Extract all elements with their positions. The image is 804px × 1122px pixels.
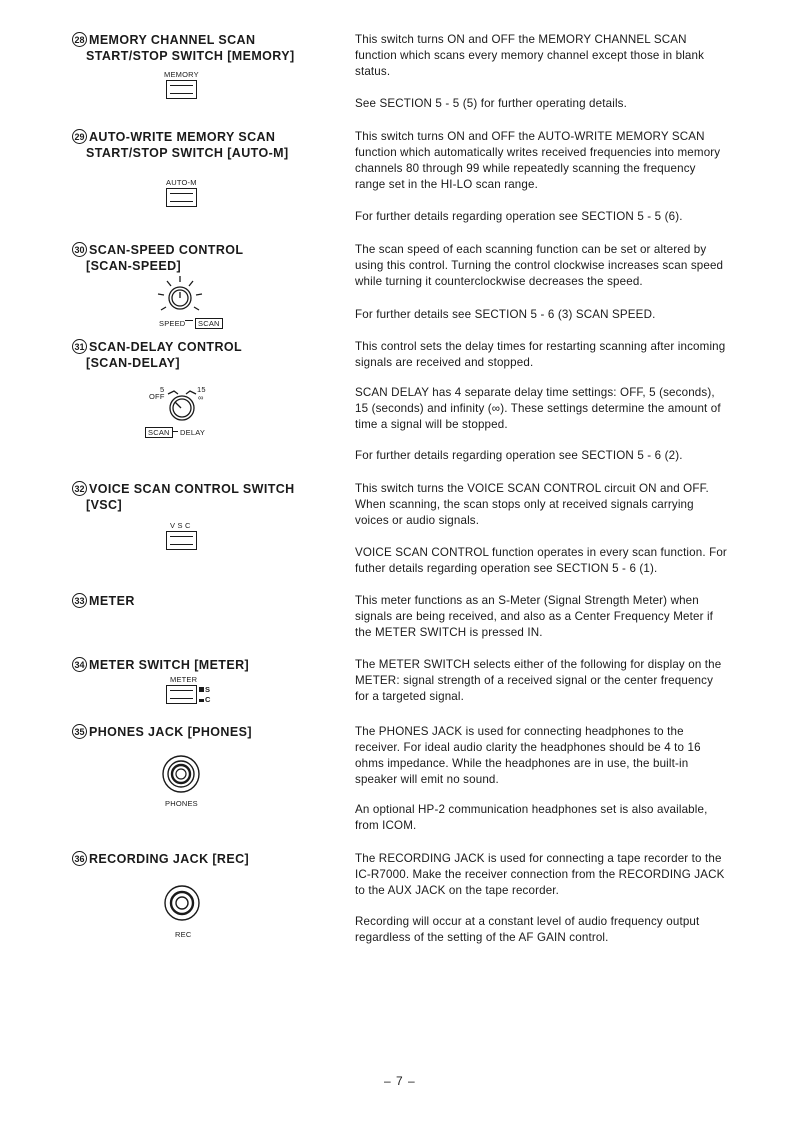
item-paragraph: This switch turns the VOICE SCAN CONTROL circuit ON and OFF. When scanning, the scan stops only at received signals carrying voices or audio signals. bbox=[355, 482, 709, 527]
item-paragraph: For further details regarding operation see SECTION 5 - 6 (2). bbox=[355, 449, 683, 462]
phones-jack-icon bbox=[161, 754, 201, 794]
item-paragraph: The scan speed of each scanning function can be set or altered by using this control. Turning the control clockwise increases scan speed while turning it counterclockwise decreases the speed. bbox=[355, 243, 724, 288]
rec-jack-icon bbox=[163, 884, 201, 922]
item-title-line2: [SCAN-SPEED] bbox=[86, 259, 182, 273]
speed-label: SPEED bbox=[159, 319, 186, 328]
item-title-line2: START/STOP SWITCH [AUTO-M] bbox=[86, 146, 289, 160]
item-paragraph: This control sets the delay times for restarting scanning after incoming signals are received and stopped. bbox=[355, 340, 726, 369]
item-heading bbox=[72, 593, 342, 609]
speed-connector bbox=[185, 320, 193, 321]
item-number: 31 bbox=[72, 339, 87, 354]
item-title-line1: RECORDING JACK [REC] bbox=[89, 852, 250, 866]
meter-s-mark: S bbox=[199, 685, 210, 694]
item-number: 32 bbox=[72, 481, 87, 496]
item-paragraph: This switch turns ON and OFF the AUTO-WRITE MEMORY SCAN function which automatically writes received frequencies into memory channels 80 through 99 while repeatedly scanning the frequency range set in the HI-LO scan range. bbox=[355, 130, 721, 191]
item-title-line1: SCAN-DELAY CONTROL bbox=[89, 340, 243, 354]
phones-label: PHONES bbox=[165, 799, 198, 808]
item-paragraph: The RECORDING JACK is used for connecting a tape recorder to the IC-R7000. Make the receiver connection from the RECORDING JACK to the AUX JACK on the tape recorder. bbox=[355, 852, 725, 897]
scan-label-box: SCAN bbox=[195, 318, 223, 329]
item-title-line2: START/STOP SWITCH [MEMORY] bbox=[86, 49, 295, 63]
delay-connector bbox=[172, 431, 178, 432]
item-number: 30 bbox=[72, 242, 87, 257]
item-paragraph: For further details regarding operation see SECTION 5 - 5 (6). bbox=[355, 210, 683, 223]
item-title-line1: METER SWITCH [METER] bbox=[89, 658, 250, 672]
item-paragraph: SCAN DELAY has 4 separate delay time settings: OFF, 5 (seconds), 15 (seconds) and infinity (∞). These settings determine the amount of time a signal will be stopped. bbox=[355, 386, 721, 431]
delay-mark-infinity: ∞ bbox=[198, 393, 204, 402]
item-title-line1: MEMORY CHANNEL SCAN bbox=[89, 33, 256, 47]
item-paragraph: The PHONES JACK is used for connecting headphones to the receiver. For ideal audio clarity the headphones should be 4 to 16 ohms impedance. While the headphones are in use, the built-in speaker will emit no sound. bbox=[355, 725, 701, 786]
vsc-switch-icon bbox=[166, 531, 197, 550]
item-number: 29 bbox=[72, 129, 87, 144]
item-heading bbox=[72, 724, 342, 740]
item-paragraph: An optional HP-2 communication headphones set is also available, from ICOM. bbox=[355, 803, 708, 832]
item-paragraph: This switch turns ON and OFF the MEMORY CHANNEL SCAN function which scans every memory channel except those in blank status. bbox=[355, 33, 705, 78]
item-title-line2: [VSC] bbox=[86, 498, 123, 512]
item-heading bbox=[72, 32, 342, 64]
delay-mark-15: 15 bbox=[197, 385, 206, 394]
item-title-line1: SCAN-SPEED CONTROL bbox=[89, 243, 244, 257]
item-heading bbox=[72, 481, 342, 513]
rec-label: REC bbox=[175, 930, 192, 939]
item-heading bbox=[72, 129, 342, 161]
memory-switch-label: MEMORY bbox=[164, 70, 199, 79]
scan-delay-knob-icon bbox=[164, 388, 200, 424]
item-paragraph: Recording will occur at a constant level of audio frequency output regardless of the setting of the AF GAIN control. bbox=[355, 915, 700, 944]
item-title-line1: PHONES JACK [PHONES] bbox=[89, 725, 252, 739]
auto-m-switch-icon bbox=[166, 188, 197, 207]
item-paragraph: The METER SWITCH selects either of the following for display on the METER: signal strength of a received signal or the center frequency for a targeted signal. bbox=[355, 658, 722, 703]
item-paragraph: VOICE SCAN CONTROL function operates in every scan function. For futher details regarding operation see SECTION 5 - 6 (1). bbox=[355, 546, 727, 575]
item-heading bbox=[72, 339, 342, 371]
item-number: 33 bbox=[72, 593, 87, 608]
item-number: 35 bbox=[72, 724, 87, 739]
meter-c-mark: C bbox=[199, 695, 211, 704]
item-paragraph: This meter functions as an S-Meter (Signal Strength Meter) when signals are being received, and also as a Center Frequency Meter if the METER SWITCH is pressed IN. bbox=[355, 594, 714, 639]
item-title-line2: [SCAN-DELAY] bbox=[86, 356, 180, 370]
scan-speed-knob-icon bbox=[152, 274, 208, 316]
item-heading bbox=[72, 242, 342, 274]
scan-label-box: SCAN bbox=[145, 427, 173, 438]
memory-switch-icon bbox=[166, 80, 197, 99]
item-heading bbox=[72, 851, 342, 867]
meter-switch-label: METER bbox=[170, 675, 198, 684]
item-number: 34 bbox=[72, 657, 87, 672]
delay-mark-off: OFF bbox=[149, 392, 165, 401]
item-number: 28 bbox=[72, 32, 87, 47]
item-heading bbox=[72, 657, 342, 673]
item-title-line1: VOICE SCAN CONTROL SWITCH bbox=[89, 482, 295, 496]
item-title-line1: METER bbox=[89, 594, 135, 608]
item-paragraph: For further details see SECTION 5 - 6 (3) SCAN SPEED. bbox=[355, 308, 656, 321]
delay-mark-5: 5 bbox=[160, 385, 165, 394]
page-number: – 7 – bbox=[384, 1074, 416, 1088]
meter-switch-icon bbox=[166, 685, 197, 704]
item-title-line1: AUTO-WRITE MEMORY SCAN bbox=[89, 130, 276, 144]
vsc-switch-label: V S C bbox=[170, 521, 191, 530]
auto-m-switch-label: AUTO-M bbox=[166, 178, 197, 187]
item-number: 36 bbox=[72, 851, 87, 866]
item-paragraph: See SECTION 5 - 5 (5) for further operating details. bbox=[355, 97, 627, 110]
delay-label: DELAY bbox=[180, 428, 206, 437]
